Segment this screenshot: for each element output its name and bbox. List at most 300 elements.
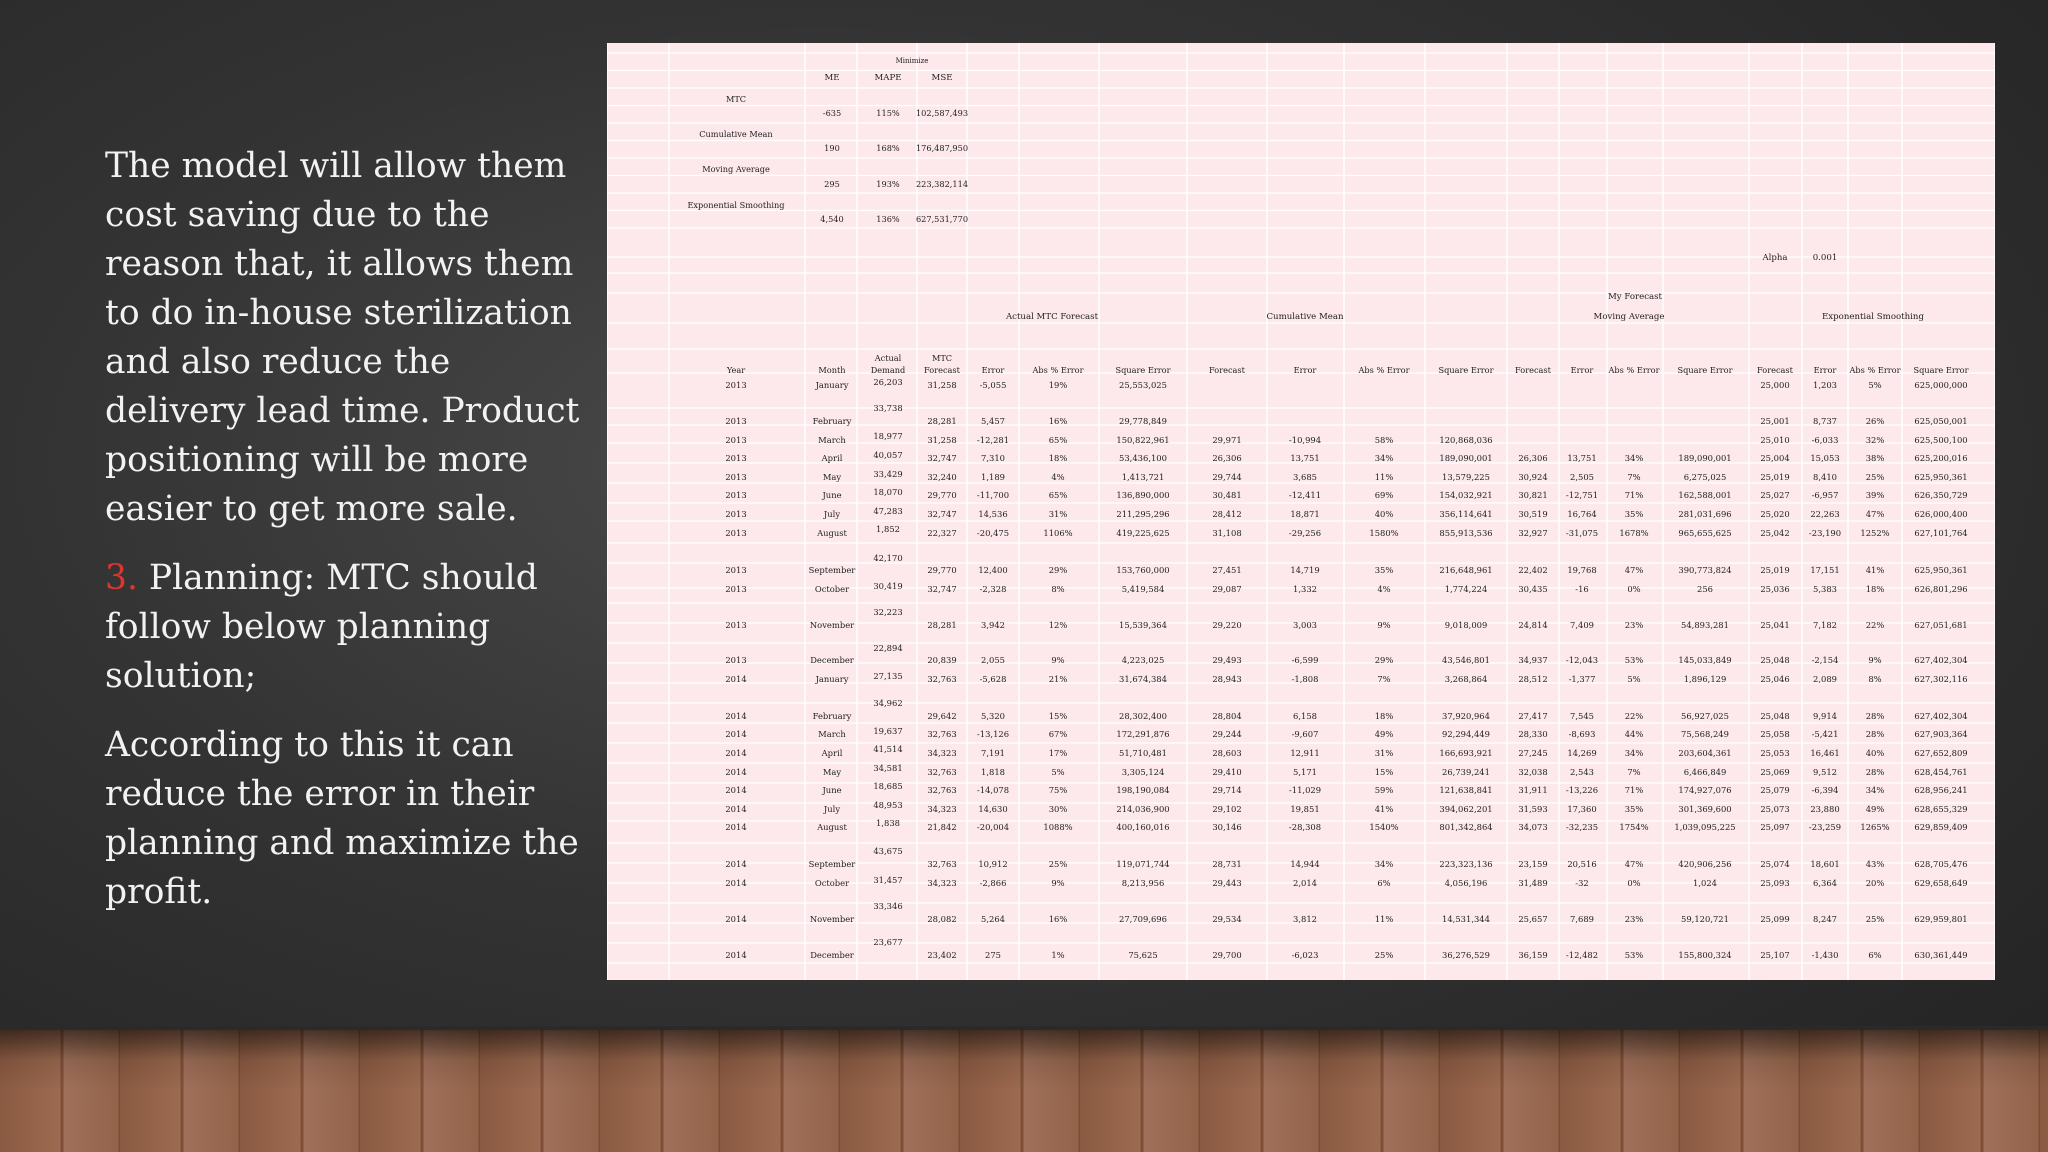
table-cell: 0% xyxy=(1627,878,1641,888)
table-cell: 29,642 xyxy=(927,711,957,721)
summary-row-value: 115% xyxy=(876,108,900,118)
table-cell: 27,245 xyxy=(1518,748,1548,758)
table-cell: 37,920,964 xyxy=(1442,711,1490,721)
table-cell: August xyxy=(817,822,847,832)
table-cell: 28,943 xyxy=(1212,674,1242,684)
summary-row-value: 4,540 xyxy=(820,214,844,224)
table-cell: 23% xyxy=(1624,620,1644,630)
table-cell: -14,078 xyxy=(976,785,1010,795)
table-cell: 23,159 xyxy=(1518,859,1548,869)
table-cell: 9% xyxy=(1051,655,1065,665)
slide-text-block xyxy=(105,142,585,937)
table-cell: 31,489 xyxy=(1518,878,1548,888)
table-cell: 49% xyxy=(1374,729,1394,739)
table-cell: 59% xyxy=(1374,785,1394,795)
column-header: Forecast xyxy=(1209,365,1245,375)
paragraph-planning xyxy=(105,554,585,701)
table-cell: 19,637 xyxy=(873,726,903,736)
table-cell: 9,018,009 xyxy=(1444,620,1488,630)
table-cell: December xyxy=(810,655,854,665)
table-cell: 2014 xyxy=(725,822,747,832)
group-label: Actual MTC Forecast xyxy=(1005,312,1099,322)
table-cell: 21% xyxy=(1048,674,1068,684)
table-cell: 32,747 xyxy=(927,509,957,519)
table-cell: May xyxy=(822,472,842,482)
table-cell: 6,466,849 xyxy=(1683,767,1727,777)
table-cell: 44% xyxy=(1624,729,1644,739)
table-cell: 2013 xyxy=(725,380,747,390)
table-cell: 121,638,841 xyxy=(1439,785,1493,795)
summary-row-label: Moving Average xyxy=(702,164,770,174)
table-cell: November xyxy=(809,620,855,630)
table-cell: 198,190,084 xyxy=(1116,785,1170,795)
table-cell: 1265% xyxy=(1860,822,1890,832)
table-cell: 31,674,384 xyxy=(1119,674,1167,684)
table-cell: 47,283 xyxy=(873,506,903,516)
table-cell: 25,079 xyxy=(1760,785,1790,795)
table-cell: 1,413,721 xyxy=(1121,472,1165,482)
table-cell: -9,607 xyxy=(1291,729,1319,739)
table-cell: 2013 xyxy=(725,472,747,482)
table-cell: 3,812 xyxy=(1293,914,1317,924)
table-cell: 627,903,364 xyxy=(1914,729,1968,739)
table-cell: 9% xyxy=(1377,620,1391,630)
table-cell: 1,852 xyxy=(876,524,900,534)
table-cell: 14,536 xyxy=(978,509,1008,519)
table-cell: 28,281 xyxy=(927,620,957,630)
table-cell: 71% xyxy=(1624,785,1644,795)
table-cell: 53% xyxy=(1624,655,1644,665)
alpha-value: 0.001 xyxy=(1812,253,1838,263)
table-cell: 28,082 xyxy=(927,914,957,924)
table-cell: 0% xyxy=(1627,584,1641,594)
table-cell: 41,514 xyxy=(873,744,903,754)
column-header-mtc: MTC xyxy=(931,353,953,363)
table-cell: 627,101,764 xyxy=(1914,528,1968,538)
table-cell: 174,927,076 xyxy=(1678,785,1732,795)
table-cell: September xyxy=(808,859,856,869)
table-cell: 18,685 xyxy=(873,781,903,791)
table-cell: 8,247 xyxy=(1813,914,1837,924)
table-cell: 419,225,625 xyxy=(1116,528,1170,538)
table-cell: 1,838 xyxy=(876,818,900,828)
table-cell: 15% xyxy=(1374,767,1394,777)
table-cell: 5% xyxy=(1868,380,1882,390)
column-header: Error xyxy=(981,365,1005,375)
table-cell: 29,493 xyxy=(1212,655,1242,665)
table-cell: 32,927 xyxy=(1518,528,1548,538)
table-cell: 2,543 xyxy=(1570,767,1594,777)
table-cell: 25,041 xyxy=(1760,620,1790,630)
table-cell: 14,630 xyxy=(978,804,1008,814)
table-cell: April xyxy=(821,453,843,463)
table-cell: 30,821 xyxy=(1518,490,1548,500)
table-cell: 25% xyxy=(1374,950,1394,960)
table-cell: March xyxy=(818,435,846,445)
forecast-table-image xyxy=(607,43,1995,980)
table-cell: 22% xyxy=(1624,711,1644,721)
table-cell: 1,774,224 xyxy=(1444,584,1488,594)
column-header: Abs % Error xyxy=(1608,365,1660,375)
table-cell: 13,579,225 xyxy=(1442,472,1490,482)
table-cell: 26,203 xyxy=(873,377,903,387)
table-cell: 965,655,625 xyxy=(1678,528,1732,538)
table-cell: 40% xyxy=(1374,509,1394,519)
column-header: Abs % Error xyxy=(1849,365,1901,375)
table-cell: 2013 xyxy=(725,655,747,665)
table-cell: 59,120,721 xyxy=(1681,914,1729,924)
table-cell: January xyxy=(815,674,849,684)
table-cell: 25% xyxy=(1048,859,1068,869)
summary-row-value: 176,487,950 xyxy=(915,143,969,153)
table-cell: 65% xyxy=(1048,490,1068,500)
table-cell: 28,731 xyxy=(1212,859,1242,869)
table-cell: 32,747 xyxy=(927,584,957,594)
table-cell: 3,942 xyxy=(981,620,1005,630)
table-cell: 3,268,864 xyxy=(1444,674,1488,684)
table-cell: -11,029 xyxy=(1288,785,1322,795)
table-cell: 4,056,196 xyxy=(1444,878,1488,888)
table-cell: 25% xyxy=(1865,914,1885,924)
table-cell: 627,051,681 xyxy=(1914,620,1968,630)
table-cell: 25,019 xyxy=(1760,472,1790,482)
table-cell: 189,090,001 xyxy=(1439,453,1493,463)
table-cell: 51,710,481 xyxy=(1119,748,1167,758)
table-cell: 19,851 xyxy=(1290,804,1320,814)
table-cell: 172,291,876 xyxy=(1116,729,1170,739)
table-cell: 35% xyxy=(1624,804,1644,814)
table-cell: -1,808 xyxy=(1291,674,1319,684)
table-cell: 36,159 xyxy=(1518,950,1548,960)
table-cell: 627,652,809 xyxy=(1914,748,1968,758)
table-cell: 29,770 xyxy=(927,490,957,500)
table-cell: 25,020 xyxy=(1760,509,1790,519)
table-cell: 28,804 xyxy=(1212,711,1242,721)
table-cell: 136,890,000 xyxy=(1116,490,1170,500)
table-cell: 17,151 xyxy=(1810,565,1840,575)
table-cell: 162,588,001 xyxy=(1678,490,1732,500)
table-cell: 23,880 xyxy=(1810,804,1840,814)
table-cell: March xyxy=(818,729,846,739)
table-cell: 36,276,529 xyxy=(1442,950,1490,960)
column-header: Abs % Error xyxy=(1358,365,1410,375)
table-cell: -2,154 xyxy=(1811,655,1839,665)
table-cell: 25,004 xyxy=(1760,453,1790,463)
table-cell: 13,751 xyxy=(1567,453,1597,463)
table-cell: 7% xyxy=(1627,767,1641,777)
summary-title: Minimize xyxy=(895,57,929,65)
table-cell: 29% xyxy=(1374,655,1394,665)
table-cell: 8,737 xyxy=(1813,416,1837,426)
table-cell: 31,457 xyxy=(873,875,903,885)
table-cell: 12,400 xyxy=(978,565,1008,575)
table-cell: 2013 xyxy=(725,509,747,519)
column-header-forecast: Forecast xyxy=(924,365,960,375)
table-cell: 29% xyxy=(1048,565,1068,575)
table-cell: 34,581 xyxy=(873,763,903,773)
summary-header-mape: MAPE xyxy=(874,73,902,83)
table-cell: 47% xyxy=(1865,509,1885,519)
table-cell: October xyxy=(814,878,850,888)
table-cell: -6,957 xyxy=(1811,490,1839,500)
table-cell: -16 xyxy=(1575,584,1589,594)
table-cell: 29,102 xyxy=(1212,804,1242,814)
table-cell: 34% xyxy=(1624,748,1644,758)
table-cell: July xyxy=(823,509,841,519)
table-cell: 7% xyxy=(1377,674,1391,684)
table-cell: 625,950,361 xyxy=(1914,472,1968,482)
summary-row-value: 136% xyxy=(876,214,900,224)
table-cell: 47% xyxy=(1624,859,1644,869)
table-cell: 8% xyxy=(1868,674,1882,684)
table-cell: 5% xyxy=(1627,674,1641,684)
table-cell: 119,071,744 xyxy=(1116,859,1170,869)
table-cell: 30,924 xyxy=(1518,472,1548,482)
summary-row-label: Cumulative Mean xyxy=(699,129,773,139)
table-cell: 34% xyxy=(1624,453,1644,463)
table-cell: 28,330 xyxy=(1518,729,1548,739)
group-label: Exponential Smoothing xyxy=(1822,312,1924,322)
table-cell: 29,770 xyxy=(927,565,957,575)
table-cell: February xyxy=(812,711,852,721)
table-cell: 5,264 xyxy=(981,914,1005,924)
table-cell: 38% xyxy=(1865,453,1885,463)
table-cell: 40,057 xyxy=(873,450,903,460)
table-cell: October xyxy=(814,584,850,594)
table-cell: 2013 xyxy=(725,620,747,630)
table-cell: 3,003 xyxy=(1293,620,1317,630)
column-header: Year xyxy=(726,365,746,375)
column-header: Square Error xyxy=(1115,365,1171,375)
table-cell: 18,070 xyxy=(873,487,903,497)
table-cell: 1678% xyxy=(1619,528,1649,538)
table-cell: 216,648,961 xyxy=(1439,565,1493,575)
table-cell: 2,055 xyxy=(981,655,1005,665)
table-cell: 32% xyxy=(1865,435,1885,445)
table-cell: 12% xyxy=(1048,620,1068,630)
summary-row-value: 102,587,493 xyxy=(915,108,969,118)
table-cell: 34,937 xyxy=(1518,655,1548,665)
table-cell: 400,160,016 xyxy=(1116,822,1170,832)
table-cell: 29,244 xyxy=(1212,729,1242,739)
paragraph-cost-saving: The model will allow them cost saving due to the reason that, it allows them to do in-house sterilization and also reduce the delivery lead time. Product positioning will be more easier to get more sale. xyxy=(105,146,580,529)
table-cell: June xyxy=(822,490,842,500)
table-cell: 4,223,025 xyxy=(1121,655,1165,665)
table-cell: 69% xyxy=(1374,490,1394,500)
table-cell: 25,069 xyxy=(1760,767,1790,777)
table-cell: 34% xyxy=(1865,785,1885,795)
table-cell: April xyxy=(821,748,843,758)
table-cell: 11% xyxy=(1374,914,1394,924)
table-cell: 25,019 xyxy=(1760,565,1790,575)
table-cell: 18,601 xyxy=(1810,859,1840,869)
table-cell: 25,048 xyxy=(1760,711,1790,721)
table-cell: 420,906,256 xyxy=(1678,859,1732,869)
table-cell: 25,036 xyxy=(1760,584,1790,594)
table-cell: July xyxy=(823,804,841,814)
table-cell: 628,705,476 xyxy=(1914,859,1968,869)
table-cell: 41% xyxy=(1865,565,1885,575)
table-cell: 5,383 xyxy=(1813,584,1837,594)
table-cell: 18,871 xyxy=(1290,509,1320,519)
table-cell: 1088% xyxy=(1043,822,1073,832)
table-cell: 43,546,801 xyxy=(1442,655,1490,665)
table-cell: 629,658,649 xyxy=(1914,878,1968,888)
table-cell: 33,346 xyxy=(873,901,903,911)
table-cell: 120,868,036 xyxy=(1439,435,1493,445)
column-header-actual: Actual xyxy=(874,353,902,363)
table-cell: 47% xyxy=(1624,565,1644,575)
table-cell: -32,235 xyxy=(1565,822,1599,832)
table-cell: 29,443 xyxy=(1212,878,1242,888)
table-cell: 625,200,016 xyxy=(1914,453,1968,463)
table-cell: 43,675 xyxy=(873,846,903,856)
table-cell: 28,281 xyxy=(927,416,957,426)
table-cell: 19% xyxy=(1048,380,1068,390)
table-cell: 2013 xyxy=(725,565,747,575)
table-cell: 18% xyxy=(1048,453,1068,463)
table-cell: 223,323,136 xyxy=(1439,859,1493,869)
table-cell: 33,738 xyxy=(873,403,903,413)
table-cell: 28% xyxy=(1865,767,1885,777)
table-cell: 154,032,921 xyxy=(1439,490,1493,500)
table-cell: 628,956,241 xyxy=(1914,785,1968,795)
group-label: Cumulative Mean xyxy=(1266,312,1344,322)
table-cell: 27,451 xyxy=(1212,565,1242,575)
table-cell: 2014 xyxy=(725,878,747,888)
table-cell: -2,866 xyxy=(979,878,1007,888)
table-cell: 42,170 xyxy=(873,553,903,563)
table-cell: -12,281 xyxy=(976,435,1010,445)
table-cell: 32,763 xyxy=(927,859,957,869)
table-cell: 1% xyxy=(1051,950,1065,960)
table-cell: 630,361,449 xyxy=(1914,950,1968,960)
table-cell: 32,763 xyxy=(927,767,957,777)
table-cell: 28,302,400 xyxy=(1119,711,1167,721)
table-cell: 627,402,304 xyxy=(1914,655,1968,665)
table-cell: 32,240 xyxy=(927,472,957,482)
table-cell: 53,436,100 xyxy=(1119,453,1167,463)
summary-row-value: 223,382,114 xyxy=(915,179,969,189)
table-cell: 22,894 xyxy=(873,643,903,653)
summary-header-mse: MSE xyxy=(931,73,953,83)
table-cell: 75% xyxy=(1048,785,1068,795)
summary-row-value: 627,531,770 xyxy=(915,214,969,224)
table-cell: 2013 xyxy=(725,528,747,538)
table-cell: 9% xyxy=(1051,878,1065,888)
table-cell: 29,700 xyxy=(1212,950,1242,960)
table-cell: 23,402 xyxy=(927,950,957,960)
table-cell: August xyxy=(817,528,847,538)
table-cell: 23,677 xyxy=(873,937,903,947)
table-cell: 8,410 xyxy=(1813,472,1837,482)
table-cell: 28,412 xyxy=(1212,509,1242,519)
table-cell: 20% xyxy=(1865,878,1885,888)
table-cell: 48,953 xyxy=(873,800,903,810)
table-cell: September xyxy=(808,565,856,575)
table-cell: 34,323 xyxy=(927,878,957,888)
table-cell: 7,182 xyxy=(1813,620,1837,630)
table-cell: 1754% xyxy=(1619,822,1649,832)
table-cell: 8% xyxy=(1051,584,1065,594)
table-cell: 1,332 xyxy=(1293,584,1317,594)
table-cell: 22% xyxy=(1865,620,1885,630)
table-cell: 35% xyxy=(1374,565,1394,575)
list-number: 3. xyxy=(105,558,138,598)
table-cell: -32 xyxy=(1575,878,1589,888)
table-cell: -5,628 xyxy=(979,674,1007,684)
table-cell: 35% xyxy=(1624,509,1644,519)
table-cell: 3,305,124 xyxy=(1121,767,1165,777)
table-cell: 211,295,296 xyxy=(1116,509,1170,519)
table-cell: 16,764 xyxy=(1567,509,1597,519)
table-cell: 4% xyxy=(1051,472,1065,482)
table-cell: 1,203 xyxy=(1813,380,1837,390)
table-cell: 14,719 xyxy=(1290,565,1320,575)
table-cell: 31% xyxy=(1374,748,1394,758)
table-cell: 626,000,400 xyxy=(1914,509,1968,519)
table-cell: 2,089 xyxy=(1813,674,1837,684)
table-cell: 25,074 xyxy=(1760,859,1790,869)
table-cell: 25,048 xyxy=(1760,655,1790,665)
table-cell: 14,944 xyxy=(1290,859,1320,869)
table-cell: 626,350,729 xyxy=(1914,490,1968,500)
table-cell: June xyxy=(822,785,842,795)
table-cell: 18% xyxy=(1374,711,1394,721)
table-cell: 11% xyxy=(1374,472,1394,482)
table-cell: 155,800,324 xyxy=(1678,950,1732,960)
table-cell: February xyxy=(812,416,852,426)
table-cell: 29,220 xyxy=(1212,620,1242,630)
table-cell: 34% xyxy=(1374,859,1394,869)
table-cell: 5,320 xyxy=(981,711,1005,721)
table-cell: 7,310 xyxy=(981,453,1005,463)
table-cell: 31,108 xyxy=(1212,528,1242,538)
table-cell: 65% xyxy=(1048,435,1068,445)
column-header: Forecast xyxy=(1757,365,1793,375)
table-cell: 26,306 xyxy=(1212,453,1242,463)
table-cell: 24,814 xyxy=(1518,620,1548,630)
table-cell: January xyxy=(815,380,849,390)
table-cell: -31,075 xyxy=(1565,528,1599,538)
table-cell: 7,689 xyxy=(1570,914,1594,924)
table-cell: -6,023 xyxy=(1291,950,1319,960)
table-cell: 6% xyxy=(1868,950,1882,960)
table-cell: 31% xyxy=(1048,509,1068,519)
table-cell: 26,739,241 xyxy=(1442,767,1490,777)
table-cell: -1,430 xyxy=(1811,950,1839,960)
table-cell: 13,751 xyxy=(1290,453,1320,463)
table-cell: 25,099 xyxy=(1760,914,1790,924)
table-cell: 17% xyxy=(1048,748,1068,758)
table-cell: 189,090,001 xyxy=(1678,453,1732,463)
table-cell: -12,751 xyxy=(1565,490,1599,500)
column-header: Abs % Error xyxy=(1032,365,1084,375)
table-cell: 629,959,801 xyxy=(1914,914,1968,924)
column-header: Error xyxy=(1293,365,1317,375)
table-cell: 153,760,000 xyxy=(1116,565,1170,575)
table-cell: 10,912 xyxy=(978,859,1008,869)
table-cell: 356,114,641 xyxy=(1439,509,1493,519)
table-cell: 5% xyxy=(1051,767,1065,777)
table-cell: 1,896,129 xyxy=(1683,674,1727,684)
table-cell: -10,994 xyxy=(1288,435,1322,445)
table-cell: 1580% xyxy=(1369,528,1399,538)
table-cell: 31,258 xyxy=(927,380,957,390)
paragraph-conclusion: According to this it can reduce the error in their planning and maximize the profit. xyxy=(105,725,579,912)
table-cell: 14,531,344 xyxy=(1442,914,1490,924)
table-cell: 25,657 xyxy=(1518,914,1548,924)
